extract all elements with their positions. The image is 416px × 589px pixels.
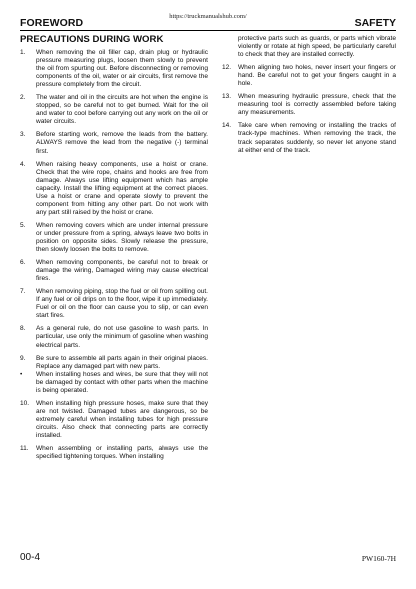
item-text: When removing the oil filler cap, drain plug or hydraulic pressure measuring plugs, loosen them slowly to prevent the oil from spurting out. Before disconnecting or removing components of the oil, water or air circuits, first remove the pressure completely from the circuit. (36, 49, 208, 89)
item-number: 4. (20, 160, 26, 168)
item-number: 7. (20, 288, 26, 296)
item-text: Be sure to assemble all parts again in their original places. Replace any damaged part with new parts. (36, 354, 208, 370)
item-text: When removing piping, stop the fuel or oil from spilling out. If any fuel or oil drips on to the floor, wipe it up immediately. Fuel or oil on the floor can cause you to slip, or can even start fires. (36, 288, 208, 320)
list-item (20, 445, 208, 461)
list-item (20, 259, 208, 283)
item-number: 6. (20, 259, 26, 267)
list-item (20, 400, 208, 440)
item-text: protective parts such as guards, or parts which vibrate violently or rotate at high speed, be particularly careful to check that they are installed correctly. (238, 35, 396, 59)
item-text: When installing high pressure hoses, make sure that they are not twisted. Damaged tubes are dangerous, so be extremely careful when installing tubes for high pressure circuits. Also check that connecting parts are correctly installed. (36, 399, 208, 439)
left-column (20, 49, 208, 461)
item-number: 9. (20, 354, 26, 362)
item-number: 14. (222, 122, 232, 130)
page-title: PRECAUTIONS DURING WORK (20, 34, 164, 45)
header-section-label: FOREWORD (20, 17, 84, 29)
list-item (20, 94, 208, 126)
item-text: Take care when removing or installing the tracks of track-type machines. When removing the track, the track separates suddenly, so never let anyone stand at either end of the track. (238, 122, 396, 154)
item-number: 1. (20, 49, 26, 56)
item-text: When assembling or installing parts, always use the specified tightening torques. When installing (36, 445, 208, 461)
right-column (222, 35, 396, 155)
item-number (222, 35, 238, 59)
item-text: The water and oil in the circuits are hot when the engine is stopped, so be careful not to get burned. Wait for the oil and water to cool before carrying out any work on the oil or water circuits. (36, 94, 208, 126)
item-text: When measuring hydraulic pressure, check that the measuring tool is correctly assembled before taking any measurements. (238, 93, 396, 117)
list-item (20, 222, 208, 254)
page-number: 00-4 (20, 552, 41, 563)
item-text: As a general rule, do not use gasoline to wash parts. In particular, use only the minimum of gasoline when washing electrical parts. (36, 325, 208, 349)
item-number: 12. (222, 64, 232, 72)
list-item (20, 131, 208, 155)
item-text: Before starting work, remove the leads from the battery. ALWAYS remove the lead from the negative (-) terminal first. (36, 131, 208, 155)
list-item (222, 64, 396, 88)
source-url: https://truckmanualshub.com/ (169, 13, 247, 20)
item-number: 8. (20, 325, 26, 333)
list-item (20, 161, 208, 217)
item-text: When removing components, be careful not to break or damage the wiring, Damaged wiring may cause electrical fires. (36, 259, 208, 283)
header-chapter-label: SAFETY (354, 17, 396, 29)
item-text: When raising heavy components, use a hoist or crane. Check that the wire rope, chains and hooks are free from damage. Always use lifting equipment which has ample capacity. Install the lifting equipment at the correct places. Use a hoist or crane and operate slowly to prevent the component from hitting any other part. Do not work with any part still raised by the hoist or crane. (36, 160, 208, 216)
list-item (20, 325, 208, 349)
item-number: 13. (222, 93, 232, 101)
list-item (20, 371, 208, 395)
item-text: When installing hoses and wires, be sure that they will not be damaged by contact with other parts when the machine is being operated. (36, 370, 208, 394)
item-number: 10. (20, 399, 30, 407)
list-item (20, 355, 208, 371)
item-text: When removing covers which are under internal pressure or under pressure from a spring, always leave two bolts in position on opposite sides. Slowly release the pressure, then slowly loosen the bolts to remove. (36, 221, 208, 254)
model-code: PW160-7H (361, 554, 396, 563)
item-number: 11. (20, 445, 29, 453)
item-text: When aligning two holes, never insert your fingers or hand. Be careful not to get your fingers caught in a hole. (238, 64, 396, 88)
item-number: 5. (20, 221, 26, 229)
list-item (222, 122, 396, 154)
page-header (20, 18, 396, 31)
item-number: 2. (20, 94, 26, 102)
bullet-icon: • (20, 370, 23, 378)
item-number: 3. (20, 131, 26, 139)
list-item (20, 49, 208, 89)
list-item (20, 288, 208, 320)
list-item-continued (222, 35, 396, 59)
list-item (222, 93, 396, 117)
